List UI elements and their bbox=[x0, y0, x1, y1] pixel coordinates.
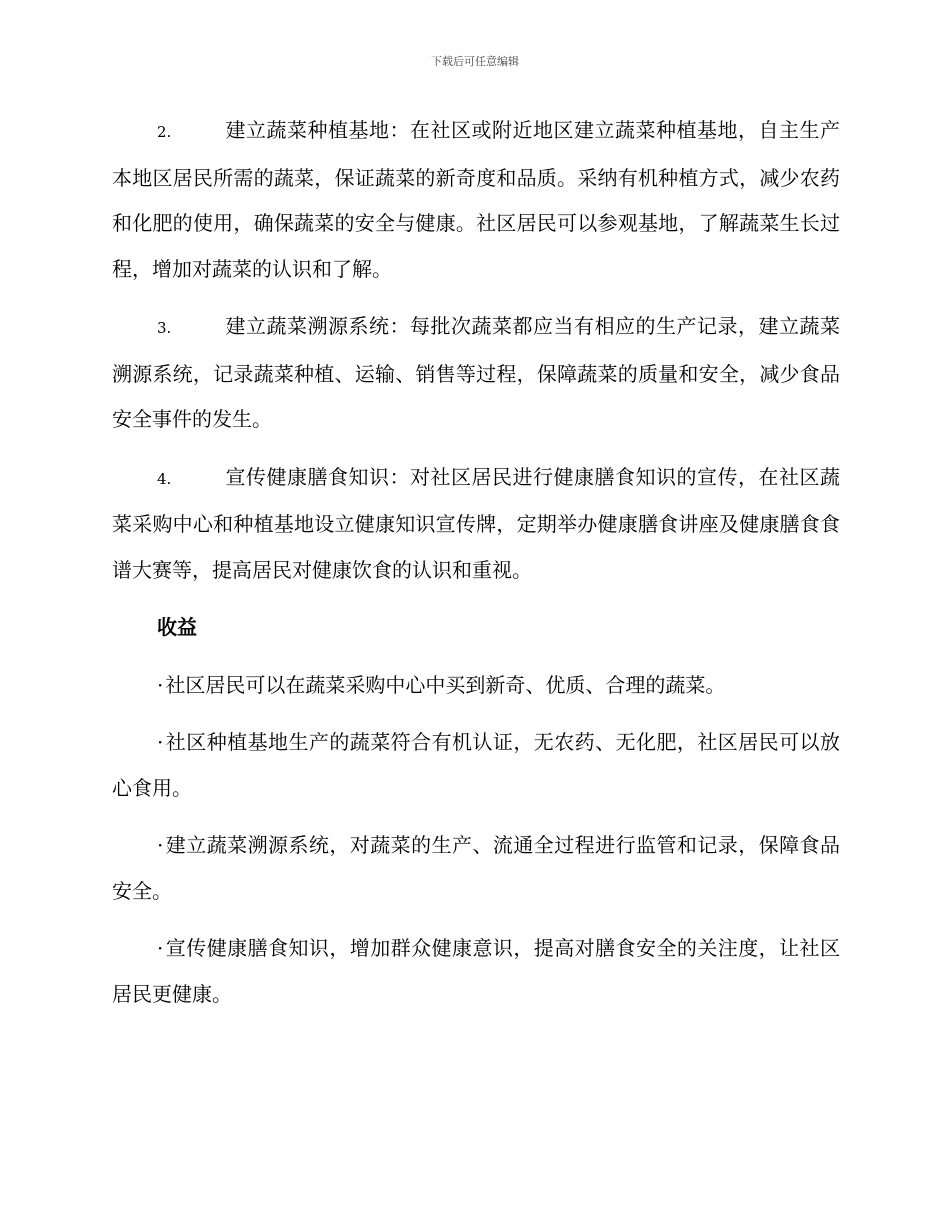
bullet-mark: · bbox=[157, 672, 164, 697]
bullet-item bbox=[112, 663, 840, 709]
document-body bbox=[112, 108, 840, 1029]
item-number: 2. bbox=[157, 123, 172, 141]
bullet-mark: · bbox=[157, 936, 164, 960]
bullet-mark: · bbox=[157, 730, 164, 754]
page-header: 下载后可任意编辑 bbox=[431, 55, 519, 68]
section-heading: 收益 bbox=[157, 615, 197, 639]
item-number: 4. bbox=[157, 469, 172, 488]
item-number: 3. bbox=[157, 319, 172, 337]
bullet-text: 宣传健康膳食知识，增加群众健康意识，提高对膳食安全的关注度，让社区居民更健康。 bbox=[112, 936, 840, 1006]
item-text: 建立蔬菜种植基地：在社区或附近地区建立蔬菜种植基地，自主生产本地区居民所需的蔬菜，保证蔬菜的新奇度和品质。采纳有机种植方式，减少农药和化肥的使用，确保蔬菜的安全与健康。社区居民可以参观基地，了解蔬菜生长过程，增加对蔬菜的认识和了解。 bbox=[112, 118, 840, 281]
numbered-item bbox=[112, 455, 840, 594]
item-text: 建立蔬菜溯源系统：每批次蔬菜都应当有相应的生产记录，建立蔬菜溯源系统，记录蔬菜种植、运输、销售等过程，保障蔬菜的质量和安全，减少食品安全事件的发生。 bbox=[112, 314, 840, 431]
numbered-item bbox=[112, 108, 840, 292]
bullet-mark: · bbox=[157, 833, 164, 857]
bullet-text: 社区居民可以在蔬菜采购中心中买到新奇、优质、合理的蔬菜。 bbox=[165, 672, 726, 697]
bullet-text: 社区种植基地生产的蔬菜符合有机认证，无农药、无化肥，社区居民可以放心食用。 bbox=[112, 730, 840, 800]
bullet-item bbox=[112, 823, 840, 914]
bullet-item bbox=[112, 926, 840, 1017]
numbered-item bbox=[112, 304, 840, 443]
bullet-text: 建立蔬菜溯源系统，对蔬菜的生产、流通全过程进行监管和记录，保障食品安全。 bbox=[112, 833, 840, 903]
item-text: 宣传健康膳食知识：对社区居民进行健康膳食知识的宣传，在社区蔬菜采购中心和种植基地设立健康知识宣传牌，定期举办健康膳食讲座及健康膳食食谱大赛等，提高居民对健康饮食的认识和重视。 bbox=[112, 464, 840, 582]
bullet-item bbox=[112, 720, 840, 811]
